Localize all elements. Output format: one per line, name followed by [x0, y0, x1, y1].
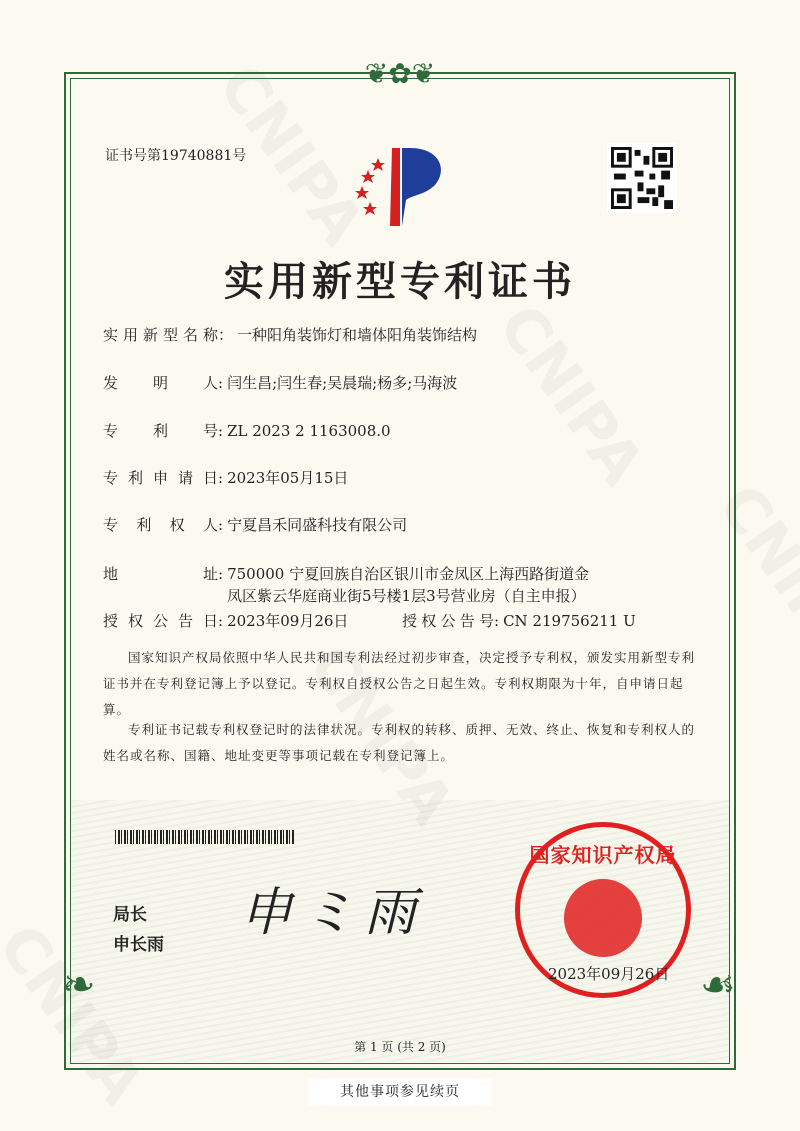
signature: 申ミ雨: [240, 883, 427, 943]
field-inventors: 发明人: 闫生昌;闫生春;吴晨瑞;杨多;马海波: [103, 374, 458, 392]
national-emblem-icon: [564, 879, 642, 957]
legal-paragraph: 国家知识产权局依照中华人民共和国专利法经过初步审查，决定授予专利权，颁发实用新型专利证书并在专利登记簿上予以登记。专利权自授权公告之日起生效。专利权期限为十年，自申请日起算。: [103, 650, 696, 717]
corner-ornament: ❧: [62, 962, 96, 1008]
director-name: 申长雨: [113, 935, 164, 955]
field-address: 地址: 750000 宁夏回族自治区银川市金凤区上海西路街道金 凤区紫云华庭商业街5号楼1层3号营业房（自主申报）: [103, 565, 590, 605]
corner-ornament: ☙: [700, 962, 736, 1008]
field-filing-date: 专利申请日: 2023年05月15日: [103, 469, 349, 487]
field-grant-pub-number: 授权公告号: CN 219756211 U: [402, 612, 636, 630]
seal-date: 2023年09月26日: [548, 965, 670, 983]
field-grant-date: 授权公告日: 2023年09月26日: [103, 612, 349, 630]
field-patent-number: 专利号: ZL 2023 2 1163008.0: [103, 422, 391, 440]
director-title: 局长: [113, 905, 147, 925]
page-title: 实用新型专利证书: [224, 259, 576, 305]
continued-note: 其他事项参见续页: [308, 1078, 492, 1106]
seal-text: 国家知识产权局: [529, 843, 677, 867]
barcode-icon: [115, 830, 295, 844]
field-patentee: 专利权人: 宁夏昌禾同盛科技有限公司: [103, 516, 408, 534]
qr-code-icon: [607, 143, 677, 213]
legal-paragraph: 专利证书记载专利权登记时的法律状况。专利权的转移、质押、无效、终止、恢复和专利权人的姓名或名称、国籍、地址变更等事项记载在专利登记簿上。: [103, 722, 696, 763]
page-number: 第 1 页 (共 2 页): [354, 1040, 446, 1054]
field-utility-model-name: 实用新型名称： 一种阳角装饰灯和墙体阳角装饰结构: [103, 326, 478, 344]
cnipa-logo-icon: [340, 140, 460, 230]
top-ornament: ❦✿❦: [364, 57, 436, 90]
certificate-number: 证书号第19740881号: [105, 148, 247, 164]
